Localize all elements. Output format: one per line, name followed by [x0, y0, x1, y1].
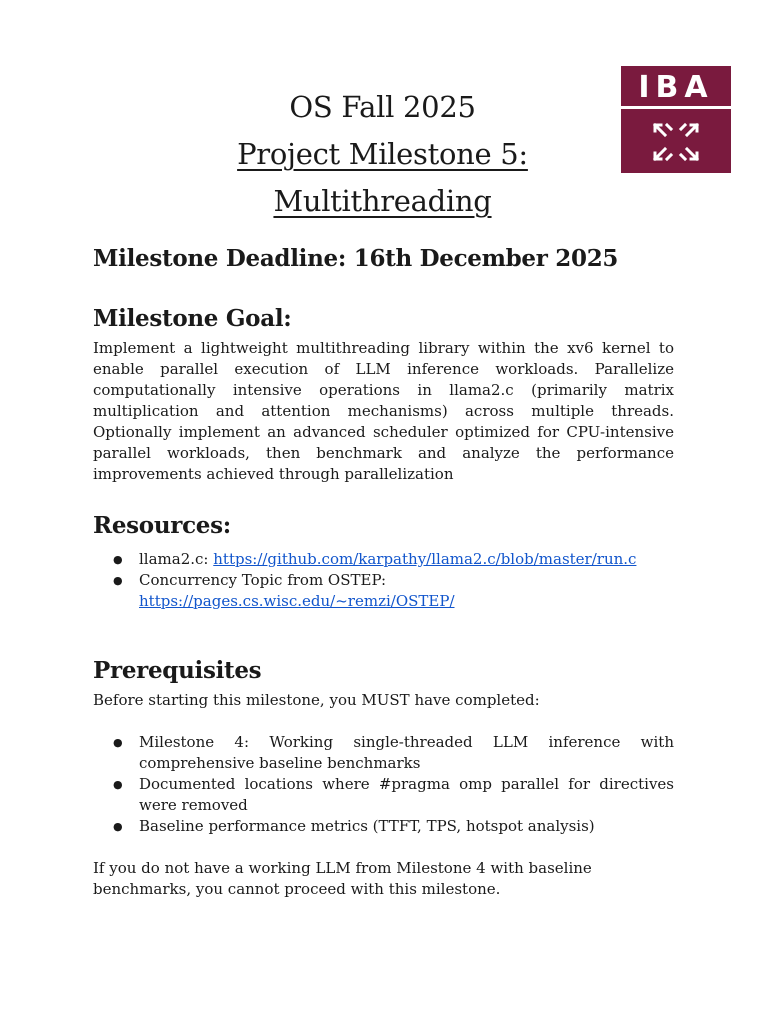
title-milestone: Project Milestone 5:	[237, 137, 528, 171]
resource-label-ostep: Concurrency Topic from OSTEP:	[139, 571, 387, 589]
prerequisites-list	[93, 732, 674, 837]
title-course: OS Fall 2025	[289, 90, 476, 124]
prerequisites-note: If you do not have a working LLM from Milestone 4 with baseline benchmarks, you cannot proceed with this milestone.	[93, 859, 592, 898]
list-item: ● Milestone 4: Working single-threaded LLM inference with comprehensive baseline benchmarks	[93, 732, 674, 774]
list-item	[93, 570, 674, 612]
prerequisites-intro: Before starting this milestone, you MUST have completed:	[93, 691, 540, 709]
resources-heading: Resources:	[93, 512, 231, 539]
prerequisites-heading: Prerequisites	[93, 657, 262, 684]
document-title	[150, 84, 615, 225]
list-item	[93, 549, 674, 570]
goal-heading: Milestone Goal:	[93, 305, 292, 332]
title-topic: Multithreading	[273, 184, 492, 218]
iba-logo	[621, 66, 731, 173]
llama-link[interactable]: https://github.com/karpathy/llama2.c/blob/master/run.c	[213, 550, 637, 568]
logo-text: IBA	[638, 70, 714, 105]
resources-list	[93, 549, 674, 612]
document-body	[93, 244, 674, 900]
list-item: ● Documented locations where #pragma omp parallel for directives were removed	[93, 774, 674, 816]
resource-label-llama: llama2.c:	[139, 550, 214, 568]
ostep-link[interactable]: https://pages.cs.wisc.edu/~remzi/OSTEP/	[139, 592, 455, 610]
deadline-heading: Milestone Deadline: 16th December 2025	[93, 245, 619, 272]
list-item: ● Baseline performance metrics (TTFT, TPS, hotspot analysis)	[93, 816, 674, 837]
goal-text: Implement a lightweight multithreading library within the xv6 kernel to enable parallel execution of LLM inference workloads. Parallelize computationally intensive operations in llama2.c (primarily matrix multiplication and attention mechanisms) across multiple threads. Optionally implement an advanced scheduler optimized for CPU-intensive parallel workloads, then benchmark and analyze the performance improvements achieved through parallelization	[93, 339, 674, 483]
